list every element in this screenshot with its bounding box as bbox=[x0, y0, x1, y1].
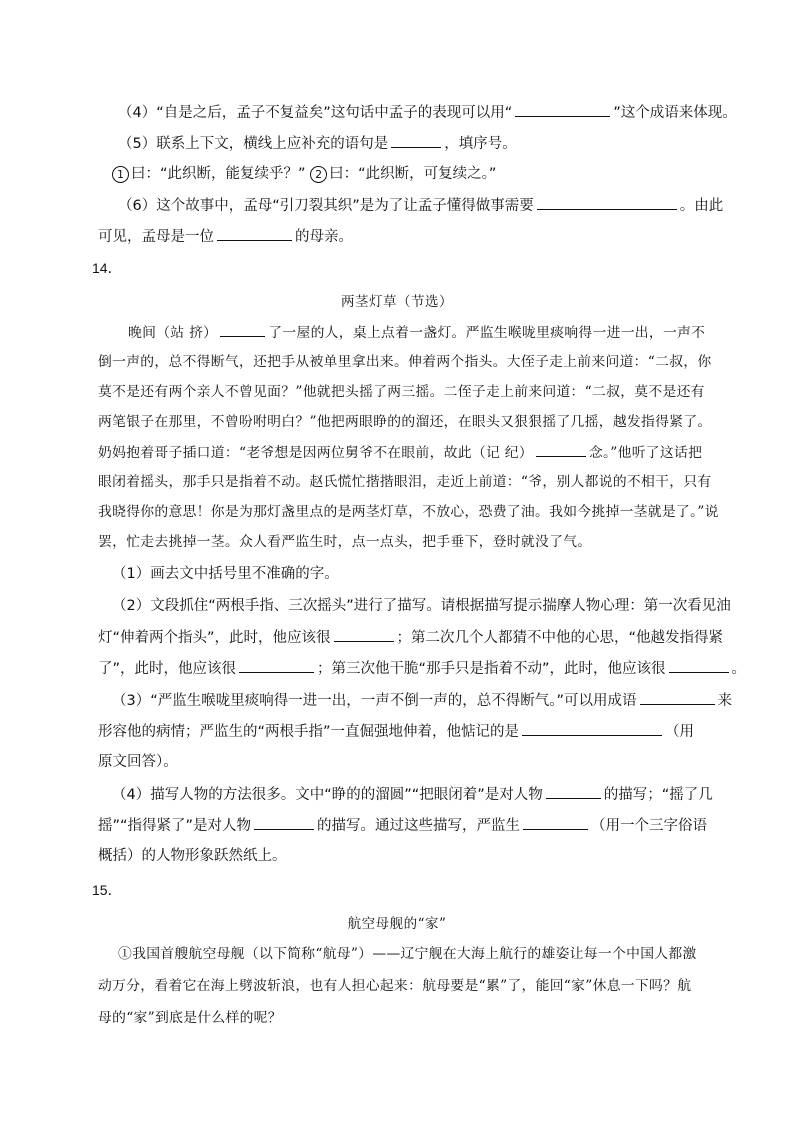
q15-passage-line: 母的“家”到底是什么样的呢？ bbox=[98, 1010, 282, 1026]
q14-item3: （3）“严监生喉咙里痰响得一进一出，一声不倒一声的，总不得断气。”可以用成语 来 bbox=[112, 690, 732, 711]
answer-blank[interactable] bbox=[522, 721, 662, 736]
q14-item3-cont: 形容他的病情；严监生的“两根手指”一直倔强地伸着，他惦记的是 （用 bbox=[98, 721, 694, 742]
answer-blank[interactable] bbox=[254, 815, 314, 830]
answer-blank[interactable] bbox=[391, 133, 441, 148]
answer-blank[interactable] bbox=[239, 658, 314, 673]
q14-item1: （1）画去文中括号里不准确的字。 bbox=[112, 566, 339, 582]
q14-item4-cont: 摇”“指得紧了”是对人物 的描写。通过这些描写，严监生 （用一个三字俗语 bbox=[98, 815, 707, 836]
q15-passage-line: 动万分，看着它在海上劈波斩浪，也有人担心起来：航母要是“累”了，能回“家”休息一下吗？航 bbox=[98, 978, 692, 994]
q14-passage-line: 奶妈抱着哥子插口道：“老爷想是因两位舅爷不在眼前，故此（记 纪） 念。”他听了这话把 bbox=[98, 442, 702, 463]
q14-item4: （4）描写人物的方法很多。文中“睁的的溜圆”“把眼闭着”是对人物 的描写；“摇了几 bbox=[112, 784, 713, 805]
option-number-2: 2 bbox=[310, 166, 327, 183]
q14-item2: （2）文段抓住“两根手指、三次摇头”进行了描写。请根据描写提示揣摩人物心理：第一次看见油 bbox=[112, 598, 731, 614]
q14-passage-line: 罢，忙走去挑掉一茎。众人看严监生时，点一点头，把手垂下，登时就没了气。 bbox=[98, 534, 592, 550]
q14-item3-cont: 原文回答）。 bbox=[98, 754, 178, 770]
option-number-1: 1 bbox=[112, 166, 129, 183]
answer-blank[interactable] bbox=[537, 195, 677, 210]
q14-passage-line: 眼闭着摇头，那手只是指着不动。赵氏慌忙揩揩眼泪，走近上前道：“爷，别人都说的不相干，只有 bbox=[98, 474, 712, 490]
q13-options: 1 曰：“此织断，能复续乎？” 2 曰：“此织断，可复续之。” bbox=[112, 164, 496, 184]
answer-blank[interactable] bbox=[334, 627, 394, 642]
answer-blank[interactable] bbox=[640, 690, 715, 705]
answer-blank[interactable] bbox=[669, 658, 729, 673]
q13-item4: （4）“自是之后，孟子不复益矣”这句话中孟子的表现可以用“ ”这个成语来体现。 bbox=[118, 102, 737, 123]
q14-passage-line: 两笔银子在那里，不曾吩咐明白？”他把两眼睁的的溜还，在眼头又狠狠摇了几摇，越发指得紧了。 bbox=[98, 414, 712, 430]
q14-item2-cont: 灯“伸着两个指头”，此时，他应该很 ；第二次几个人都猜不中他的心思，“他越发指得紧 bbox=[98, 627, 723, 648]
q14-passage-line: 倒一声的，总不得断气，还把手从被单里拿出来。伸着两个指头。大侄子走上前来问道：“二叔，你 bbox=[98, 354, 712, 370]
q13-item6: （6）这个故事中，孟母“引刀裂其织”是为了让孟子懂得做事需要 。由此 bbox=[118, 195, 723, 216]
answer-blank[interactable] bbox=[523, 815, 588, 830]
q14-passage-line: 晚间（站 挤） 了一屋的人，桌上点着一盏灯。严监生喉咙里痰响得一进一出，一声不 bbox=[128, 322, 705, 343]
q13-item5: （5）联系上下文，横线上应补充的语句是 ，填序号。 bbox=[118, 133, 517, 154]
answer-blank[interactable] bbox=[217, 226, 292, 241]
q13-item6-cont: 可见，孟母是一位 的母亲。 bbox=[98, 226, 353, 247]
answer-blank[interactable] bbox=[220, 322, 265, 337]
q15-passage-line: ①我国首艘航空母舰（以下简称“航母”）——辽宁舰在大海上航行的雄姿让每一个中国人都激 bbox=[118, 946, 697, 962]
q14-passage-line: 莫不是还有两个亲人不曾见面？”他就把头摇了两三摇。二侄子走上前来问道：“二叔，莫不是还有 bbox=[98, 384, 705, 400]
passage-title-14: 两茎灯草（节选） bbox=[341, 294, 453, 310]
question-number-15: 15． bbox=[92, 882, 122, 898]
q14-item4-cont: 概括）的人物形象跃然纸上。 bbox=[98, 848, 287, 864]
passage-title-15: 航空母舰的“家” bbox=[347, 916, 447, 932]
answer-blank[interactable] bbox=[515, 102, 610, 117]
answer-blank[interactable] bbox=[536, 442, 586, 457]
answer-blank[interactable] bbox=[546, 784, 601, 799]
question-number-14: 14． bbox=[92, 260, 122, 276]
q14-passage-line: 我晓得你的意思！你是为那灯盏里点的是两茎灯草，不放心，恐费了油。我如今挑掉一茎就是了。”说 bbox=[98, 504, 719, 520]
q14-item2-cont: 了”，此时，他应该很 ；第三次他干脆“那手只是指着不动”，此时，他应该很 。 bbox=[98, 658, 746, 679]
